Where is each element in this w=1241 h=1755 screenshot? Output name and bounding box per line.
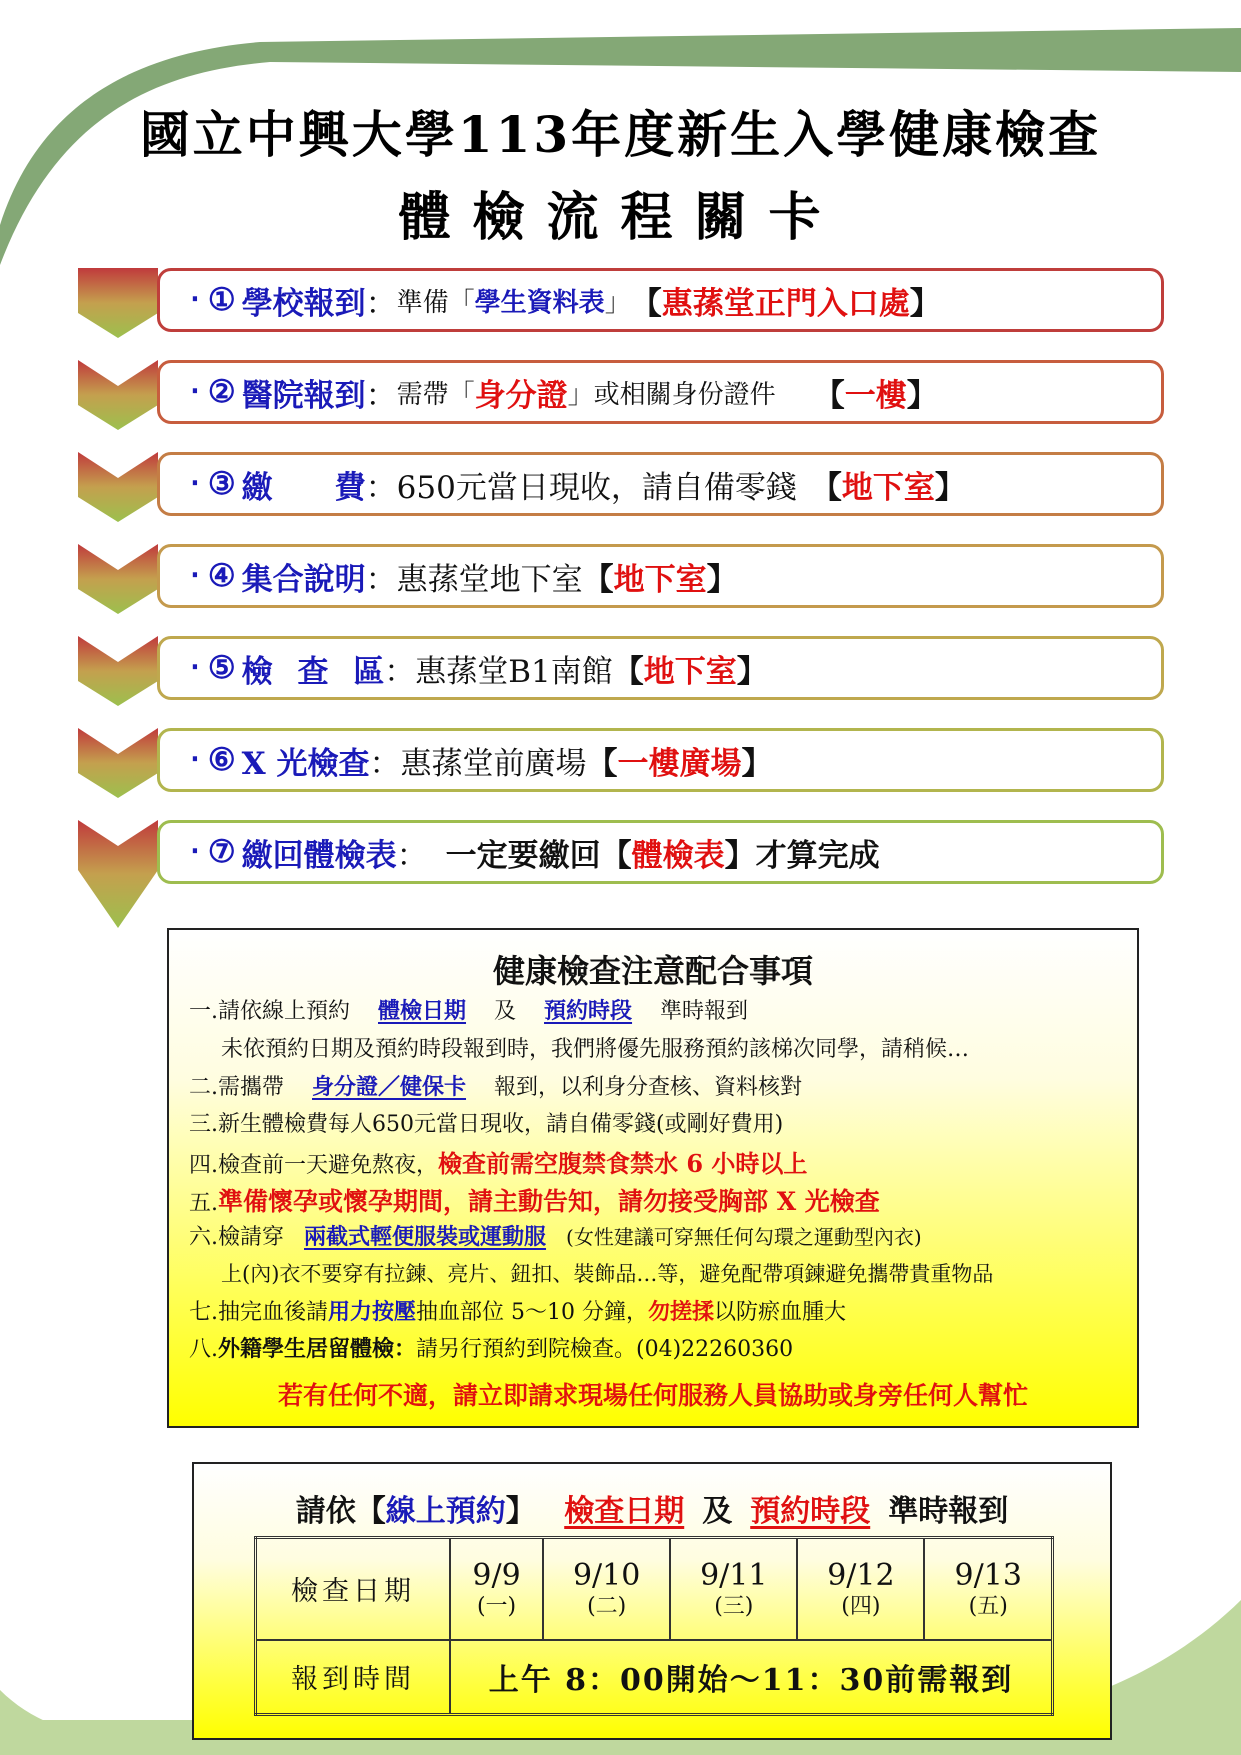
- note-emphasis: 檢查前需空腹禁食禁水 6 小時以上: [438, 1149, 808, 1178]
- bullet: ‧: [190, 282, 200, 318]
- note-text: 以防瘀血腫大: [714, 1300, 847, 1325]
- note-text: (女性建議可穿無任何勾環之運動型內衣): [566, 1225, 922, 1249]
- note-underlined: 身分證／健保卡: [312, 1074, 467, 1100]
- step-name: 繳 費: [241, 469, 366, 506]
- step-location: 一樓廣場: [617, 745, 742, 782]
- bracket-close: 】才算完成: [724, 837, 880, 874]
- step-location: 惠蓀堂正門入口處: [661, 285, 910, 322]
- step-number: ⑤: [207, 650, 236, 686]
- date: 9/9: [472, 1557, 521, 1593]
- note-underlined: 預約時段: [544, 998, 633, 1024]
- step-location: 地下室: [613, 561, 707, 598]
- note-text: 二.需攜帶: [189, 1075, 284, 1100]
- note-text: 五.: [189, 1191, 218, 1216]
- step-pre: 準備「: [396, 287, 475, 318]
- note-1: [189, 994, 748, 1025]
- bracket-close: 】: [706, 561, 738, 598]
- date: 9/12: [827, 1557, 895, 1593]
- date: 9/10: [572, 1557, 641, 1593]
- note-underlined: 體檢日期: [378, 998, 467, 1024]
- step-pre: 惠蓀堂前廣場: [400, 745, 587, 782]
- step-name: X 光檢查: [241, 745, 370, 782]
- heading-text: 及: [702, 1494, 733, 1529]
- step-pre: 650元當日現收，請自備零錢: [396, 469, 797, 506]
- step-name: 集合說明: [241, 561, 366, 598]
- step-payment: [157, 452, 1164, 516]
- note-underlined: 兩截式輕便服裝或運動服: [304, 1224, 547, 1250]
- note-text: 八.: [189, 1337, 218, 1362]
- bullet: ‧: [190, 558, 200, 594]
- step-number: ⑦: [207, 834, 236, 870]
- note-6-sub: 上(內)衣不要穿有拉鍊、亮片、鈕扣、裝飾品…等，避免配帶項鍊避免攜帶貴重物品: [221, 1262, 994, 1286]
- step-number: ⑥: [207, 742, 236, 778]
- bracket-open: 【: [582, 561, 614, 598]
- note-2: [189, 1070, 802, 1101]
- step-colon: ：: [384, 653, 416, 690]
- note-emphasis: 外籍學生居留體檢：: [218, 1336, 417, 1362]
- table-row: [256, 1538, 1053, 1640]
- step-name: 繳回體檢表: [241, 837, 397, 874]
- step-location: 體檢表: [631, 837, 725, 874]
- bullet: ‧: [190, 834, 200, 870]
- schedule-box: [192, 1462, 1112, 1740]
- note-8: [189, 1332, 793, 1363]
- note-6: [189, 1220, 922, 1251]
- page-title: 國立中興大學113年度新生入學健康檢查: [139, 105, 1102, 164]
- note-4: [189, 1144, 807, 1179]
- note-text: 抽血部位 5～10 分鐘，: [416, 1300, 648, 1325]
- step-key: 身分證: [474, 377, 568, 414]
- step-number: ②: [207, 374, 236, 410]
- schedule-table: [254, 1536, 1054, 1716]
- heading-text: 請依【: [295, 1494, 386, 1529]
- bracket-close: 】: [741, 745, 773, 782]
- bracket-open: 【: [600, 837, 632, 874]
- step-name: 學校報到: [241, 285, 366, 322]
- page-subtitle: 體檢流程關卡: [398, 187, 843, 248]
- step-key: 學生資料表: [474, 287, 605, 318]
- date-cell: [924, 1538, 1052, 1640]
- weekday: (二): [587, 1593, 627, 1619]
- note-5: [189, 1182, 880, 1218]
- step-location: 地下室: [841, 469, 935, 506]
- step-colon: ：: [365, 285, 397, 322]
- bracket-open: 【: [586, 745, 618, 782]
- step-location: 地下室: [643, 653, 737, 690]
- step-pre: 惠蓀堂地下室: [396, 561, 583, 598]
- notes-box: [167, 928, 1139, 1428]
- step-pre: 需帶「: [396, 379, 475, 410]
- table-row: [256, 1640, 1053, 1715]
- note-text: 七.抽完血後請: [189, 1300, 328, 1325]
- note-emphasis: 用力按壓: [328, 1299, 417, 1325]
- bracket-close: 】: [934, 469, 966, 506]
- note-text: 四.檢查前一天避免熬夜，: [189, 1153, 438, 1178]
- note-text: 及: [494, 999, 517, 1024]
- bracket-close: 】: [906, 377, 938, 414]
- row-label-date: 檢查日期: [256, 1538, 451, 1640]
- bracket-open: 【: [630, 285, 662, 322]
- step-colon: ：: [365, 469, 397, 506]
- note-emphasis: 準備懷孕或懷孕期間，請主動告知，請勿接受胸部 X 光檢查: [218, 1187, 880, 1216]
- bullet: ‧: [190, 742, 200, 778]
- step-colon: ：: [396, 837, 428, 874]
- bullet: ‧: [190, 466, 200, 502]
- note-text: 一.請依線上預約: [189, 999, 350, 1024]
- date: 9/13: [954, 1557, 1022, 1593]
- step-post: 」: [604, 287, 631, 318]
- step-briefing: [157, 544, 1164, 608]
- bullet: ‧: [190, 374, 200, 410]
- step-school-checkin: [157, 268, 1164, 332]
- bracket-open: 【: [813, 377, 845, 414]
- date-cell: [543, 1538, 670, 1640]
- date-cell: [797, 1538, 924, 1640]
- heading-underlined: 預約時段: [750, 1494, 871, 1529]
- date-cell: [450, 1538, 543, 1640]
- step-name: 檢 查 區: [241, 653, 385, 690]
- bracket-close: 】: [909, 285, 941, 322]
- step-colon: ：: [365, 377, 397, 414]
- weekday: (一): [476, 1593, 517, 1619]
- notes-heading: 健康檢查注意配合事項: [492, 952, 813, 990]
- checkin-time: 上午 8：00開始～11：30前需報到: [450, 1640, 1053, 1715]
- step-name: 醫院報到: [241, 377, 366, 414]
- step-number: ④: [207, 558, 236, 594]
- note-1-sub: 未依預約日期及預約時段報到時，我們將優先服務預約該梯次同學，請稍候…: [221, 1037, 970, 1062]
- step-return-form: [157, 820, 1164, 884]
- step-location: 一樓: [844, 377, 907, 414]
- step-pre: 一定要繳回: [445, 837, 601, 874]
- note-text: 報到，以利身分查核、資料核對: [494, 1075, 803, 1100]
- step-post: 」或相關身份證件: [567, 379, 776, 410]
- note-emphasis: 勿搓揉: [648, 1299, 715, 1325]
- note-3: 三.新生體檢費每人650元當日現收，請自備零錢(或剛好費用): [189, 1112, 784, 1137]
- step-xray: [157, 728, 1164, 792]
- bracket-open: 【: [612, 653, 644, 690]
- step-colon: ：: [369, 745, 401, 782]
- date: 9/11: [700, 1557, 768, 1593]
- bracket-close: 】: [736, 653, 768, 690]
- heading-text: 準時報到: [888, 1494, 1009, 1529]
- heading-emphasis: 線上預約: [385, 1494, 506, 1529]
- weekday: (三): [714, 1593, 754, 1619]
- step-pre: 惠蓀堂B1南館: [415, 653, 613, 690]
- warning-text: 若有任何不適，請立即請求現場任何服務人員協助或身旁任何人幫忙: [277, 1381, 1028, 1410]
- bracket-open: 【: [810, 469, 842, 506]
- heading-text: 】: [505, 1494, 536, 1529]
- note-text: 請另行預約到院檢查。(04)22260360: [416, 1337, 794, 1362]
- note-text: 準時報到: [660, 999, 749, 1024]
- schedule-heading: [194, 1486, 1110, 1530]
- row-label-time: 報到時間: [256, 1640, 451, 1715]
- weekday: (五): [968, 1593, 1008, 1619]
- note-7: [189, 1295, 846, 1326]
- step-hospital-checkin: [157, 360, 1164, 424]
- step-exam-area: [157, 636, 1164, 700]
- heading-underlined: 檢查日期: [564, 1494, 685, 1529]
- note-text: 六.檢請穿: [189, 1225, 284, 1250]
- bullet: ‧: [190, 650, 200, 686]
- step-colon: ：: [365, 561, 397, 598]
- step-number: ③: [207, 466, 236, 502]
- step-number: ①: [207, 282, 236, 318]
- weekday: (四): [841, 1593, 881, 1619]
- date-cell: [670, 1538, 797, 1640]
